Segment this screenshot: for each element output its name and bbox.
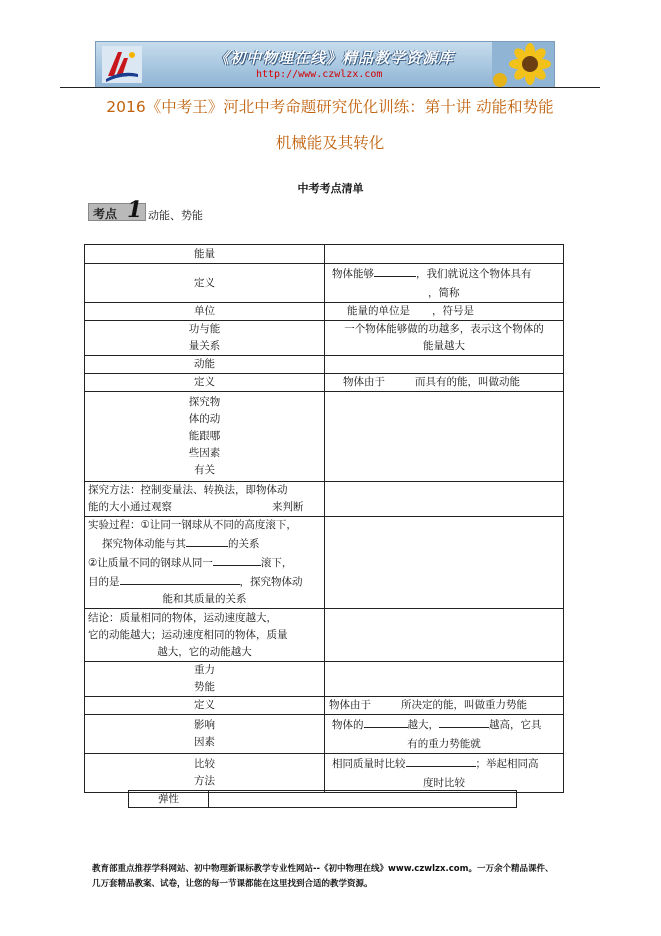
compare-c: 度时比较 (423, 777, 465, 789)
concl-line-3: 越大，它的动能越大 (157, 645, 252, 658)
work-value-cell (325, 321, 564, 356)
explore-line: 体的动 (188, 413, 221, 425)
energy-header (85, 245, 325, 264)
kinetic-header-text: 动能 (194, 358, 215, 370)
site-logo-icon (102, 46, 142, 83)
explore-label-cell (85, 392, 325, 482)
document-title-line-2: 机械能及其转化 (275, 134, 385, 152)
table-row (129, 791, 517, 808)
factor-b: 越大， (407, 719, 439, 731)
def-value-cell (325, 264, 564, 303)
gravity-header-2: 势能 (194, 681, 215, 693)
factor-a: 物体的 (332, 719, 364, 731)
gravity-def-b: 所决定的能，叫做重力势能 (401, 699, 527, 711)
table-row (85, 245, 564, 264)
blank-field[interactable] (186, 534, 228, 547)
exp-line-4a: 目的是 (88, 576, 120, 588)
unit-value-a: 能量的单位是 (347, 305, 410, 317)
explore-line: 些因素 (188, 447, 221, 459)
gravity-header-blank (325, 662, 564, 697)
kinetic-header-blank (325, 356, 564, 374)
unit-value-cell (325, 303, 564, 321)
footer-line-2: 几万套精品教案、试卷，让您的每一节课都能在这里找到合适的教学资源。 (92, 879, 373, 889)
gravity-header (85, 662, 325, 697)
kaodian-badge (88, 197, 146, 223)
experiment-blank (325, 517, 564, 609)
gravity-header-1: 重力 (194, 664, 215, 676)
kinetic-def-label-cell (85, 374, 325, 392)
explore-line: 能跟哪 (188, 430, 221, 442)
explore-line: 探究物 (188, 396, 221, 408)
exp-line-1: 实验过程：①让同一钢球从不同的高度滚下， (88, 519, 297, 531)
factor-cell (325, 715, 564, 754)
unit-label-cell (85, 303, 325, 321)
table-row (85, 697, 564, 715)
elastic-value-cell (209, 791, 517, 808)
gravity-def-a: 物体由于 (329, 699, 371, 711)
def-label: 定义 (194, 276, 215, 289)
unit-label: 单位 (194, 305, 215, 317)
kinetic-def-a: 物体由于 (343, 376, 385, 388)
page-footer (92, 862, 592, 892)
exp-line-4b: ，探究物体动 (239, 576, 303, 588)
def-value-c: ，简称 (428, 287, 460, 299)
energy-header-text: 能量 (194, 247, 215, 260)
blank-field[interactable] (213, 553, 261, 566)
factor-label-cell (85, 715, 325, 754)
gravity-def-label: 定义 (194, 699, 215, 711)
knowledge-table (84, 244, 564, 793)
factor-label-1: 影响 (194, 719, 215, 731)
table-row (85, 374, 564, 392)
elastic-table (128, 790, 517, 808)
def-value-b: ，我们就说这个物体具有 (416, 268, 532, 280)
def-label-cell (85, 264, 325, 303)
def-value-a: 物体能够 (332, 268, 374, 280)
footer-line-1: 教育部重点推荐学科网站、初中物理新课标教学专业性网站--《初中物理在线》www.czwlzx.com。一万余个精品课件、 (92, 864, 554, 874)
exp-line-3b: 滚下， (260, 557, 293, 569)
explore-blank (325, 392, 564, 482)
section-title: 中考考点清单 (297, 182, 364, 195)
table-row (85, 356, 564, 374)
exp-line-3a: ②让质量不同的钢球从同一 (88, 557, 213, 569)
blank-field[interactable] (374, 264, 416, 277)
header-banner (95, 41, 555, 88)
compare-cell (325, 754, 564, 793)
table-row (85, 482, 564, 517)
exp-line-2a: 探究物体动能与其 (102, 538, 186, 550)
method-cell (85, 482, 325, 517)
kinetic-header (85, 356, 325, 374)
factor-label-2: 因素 (194, 736, 215, 748)
concl-line-1: 结论：质量相同的物体，运动速度越大， (88, 611, 277, 624)
work-value-1: 一个物体能够做的功越多，表示这个物体的 (344, 323, 544, 335)
factor-c: 越高，它具 (489, 719, 542, 731)
banner-title: 《初中物理在线》精品教学资源库 (214, 49, 455, 67)
concl-line-2: 它的动能越大；运动速度相同的物体，质量 (88, 628, 288, 641)
exp-line-2b: 的关系 (228, 538, 260, 550)
kaodian-label: 动能、势能 (148, 209, 203, 222)
compare-label-1: 比较 (194, 758, 215, 770)
document-title-line-1: 2016《中考王》河北中考命题研究优化训练：第十讲 动能和势能 (106, 98, 554, 116)
method-line-2a: 能的大小通过观察 (88, 501, 172, 513)
energy-header-blank (325, 245, 564, 264)
kaodian-number: 1 (127, 197, 143, 223)
work-label-1: 功与能 (188, 323, 221, 335)
blank-field[interactable] (406, 754, 476, 767)
blank-field[interactable] (439, 715, 489, 728)
method-blank (325, 482, 564, 517)
blank-field[interactable] (364, 715, 408, 728)
blank-field[interactable] (120, 572, 240, 585)
compare-a: 相同质量时比较 (332, 758, 406, 770)
elastic-label: 弹性 (158, 793, 179, 805)
conclusion-cell (85, 609, 325, 662)
compare-label-2: 方法 (194, 775, 215, 787)
kinetic-def-cell (325, 374, 564, 392)
banner-url[interactable]: http://www.czwlzx.com (256, 69, 383, 80)
elastic-label-cell (129, 791, 209, 808)
kinetic-def-label: 定义 (194, 376, 215, 388)
kaodian-text: 考点 (93, 207, 118, 221)
compare-label-cell (85, 754, 325, 793)
header-divider (60, 87, 600, 88)
table-row (85, 264, 564, 303)
work-label-2: 量关系 (188, 340, 221, 352)
explore-line: 有关 (194, 464, 215, 476)
method-line-2b: 来判断 (272, 501, 304, 513)
work-label-cell (85, 321, 325, 356)
table-row (85, 392, 564, 482)
table-row (85, 662, 564, 697)
table-row (85, 321, 564, 356)
kinetic-def-b: 而具有的能，叫做动能 (415, 376, 520, 388)
conclusion-blank (325, 609, 564, 662)
sunflower-icon (492, 42, 554, 87)
compare-b: ；举起相同高 (475, 758, 539, 770)
work-value-2: 能量越大 (423, 340, 465, 352)
method-line-1: 探究方法：控制变量法、转换法，即物体动 (88, 484, 288, 496)
unit-value-b: ，符号是 (432, 305, 474, 317)
gravity-def-cell (325, 697, 564, 715)
table-row (85, 715, 564, 754)
table-row (85, 754, 564, 793)
experiment-cell (85, 517, 325, 609)
table-row (85, 517, 564, 609)
gravity-def-label-cell (85, 697, 325, 715)
table-row (85, 303, 564, 321)
exp-line-5: 能和其质量的关系 (162, 593, 247, 605)
factor-d: 有的重力势能就 (407, 738, 481, 750)
table-row (85, 609, 564, 662)
